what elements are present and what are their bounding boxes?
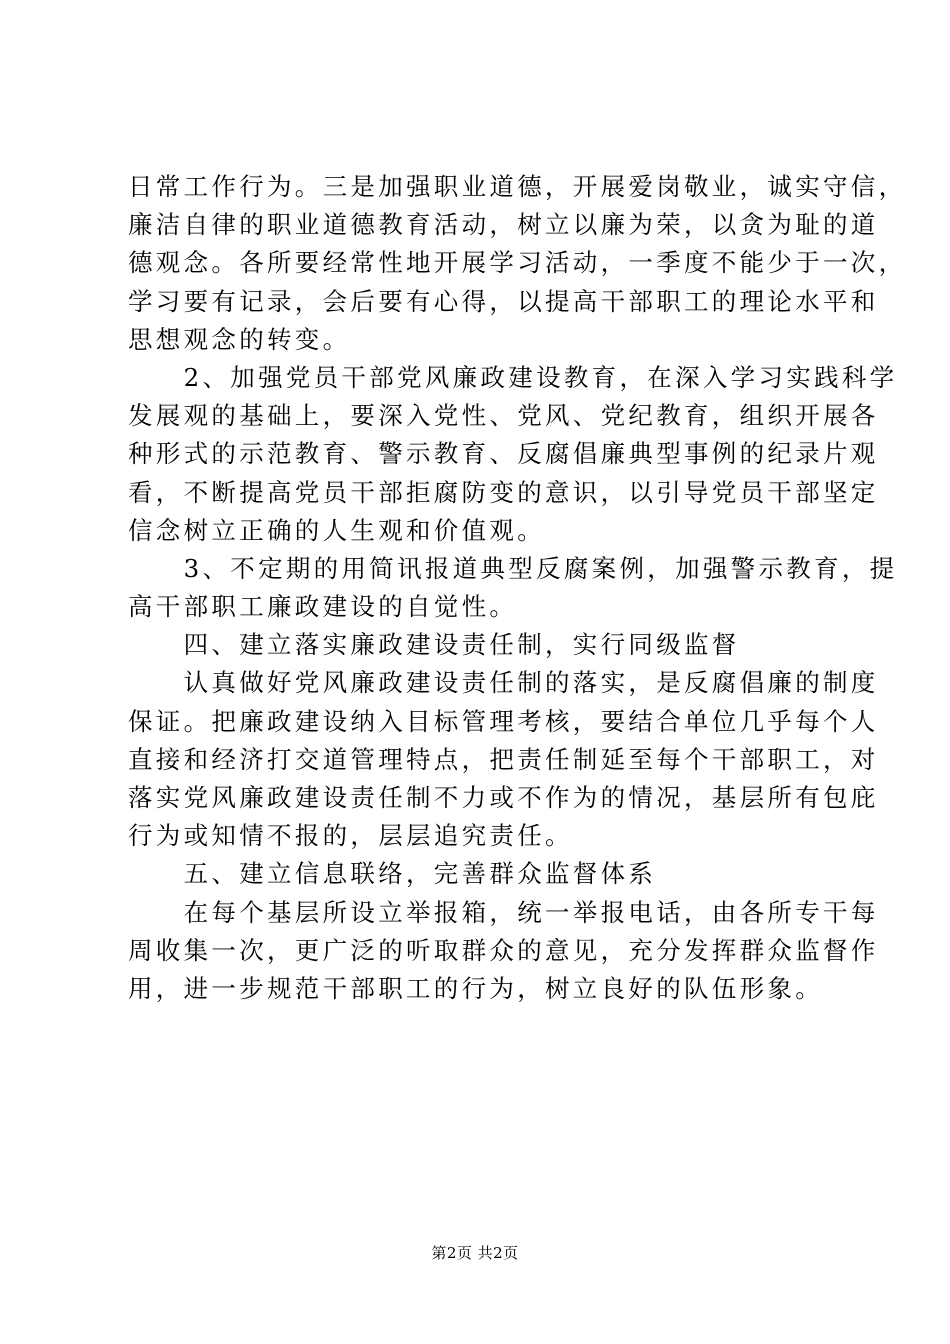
text-line: 看，不断提高党员干部拒腐防变的意识，以引导党员干部坚定: [128, 477, 879, 507]
text-line: 学习要有记录，会后要有心得，以提高干部职工的理论水平和: [128, 286, 879, 316]
section-heading: 四、建立落实廉政建设责任制，实行同级监督: [128, 630, 740, 660]
text-line: 日常工作行为。三是加强职业道德，开展爱岗敬业，诚实守信，: [128, 172, 907, 201]
body-text: [128, 168, 907, 1008]
text-line: 德观念。各所要经常性地开展学习活动，一季度不能少于一次，: [128, 248, 907, 278]
text-line: 保证。把廉政建设纳入目标管理考核，要结合单位几乎每个人: [128, 706, 879, 736]
text-line: 思想观念的转变。: [128, 324, 351, 354]
text-line: 在每个基层所设立举报箱，统一举报电话，由各所专干每: [128, 897, 879, 927]
text-line: 落实党风廉政建设责任制不力或不作为的情况，基层所有包庇: [128, 783, 879, 812]
text-line: 廉洁自律的职业道德教育活动，树立以廉为荣，以贪为耻的道: [128, 210, 879, 240]
text-line: 直接和经济打交道管理特点，把责任制延至每个干部职工，对: [128, 744, 879, 774]
page-number-footer: 第2页 共2页: [431, 1244, 519, 1262]
text-line: 认真做好党风廉政建设责任制的落实，是反腐倡廉的制度: [128, 668, 879, 698]
text-line: 高干部职工廉政建设的自觉性。: [128, 592, 518, 622]
text-line: 周收集一次，更广泛的听取群众的意见，充分发挥群众监督作: [128, 935, 879, 965]
text-line: 用，进一步规范干部职工的行为，树立良好的队伍形象。: [128, 973, 823, 1003]
text-line: 信念树立正确的人生观和价值观。: [128, 515, 545, 545]
text-line: 行为或知情不报的，层层追究责任。: [128, 821, 573, 851]
text-line: 3、不定期的用简讯报道典型反腐案例，加强警示教育，提: [128, 553, 898, 583]
section-heading: 五、建立信息联络，完善群众监督体系: [128, 859, 657, 889]
text-line: 2、加强党员干部党风廉政建设教育，在深入学习实践科学: [128, 362, 898, 392]
text-line: 发展观的基础上，要深入党性、党风、党纪教育，组织开展各: [128, 401, 879, 431]
text-line: 种形式的示范教育、警示教育、反腐倡廉典型事例的纪录片观: [128, 439, 879, 469]
